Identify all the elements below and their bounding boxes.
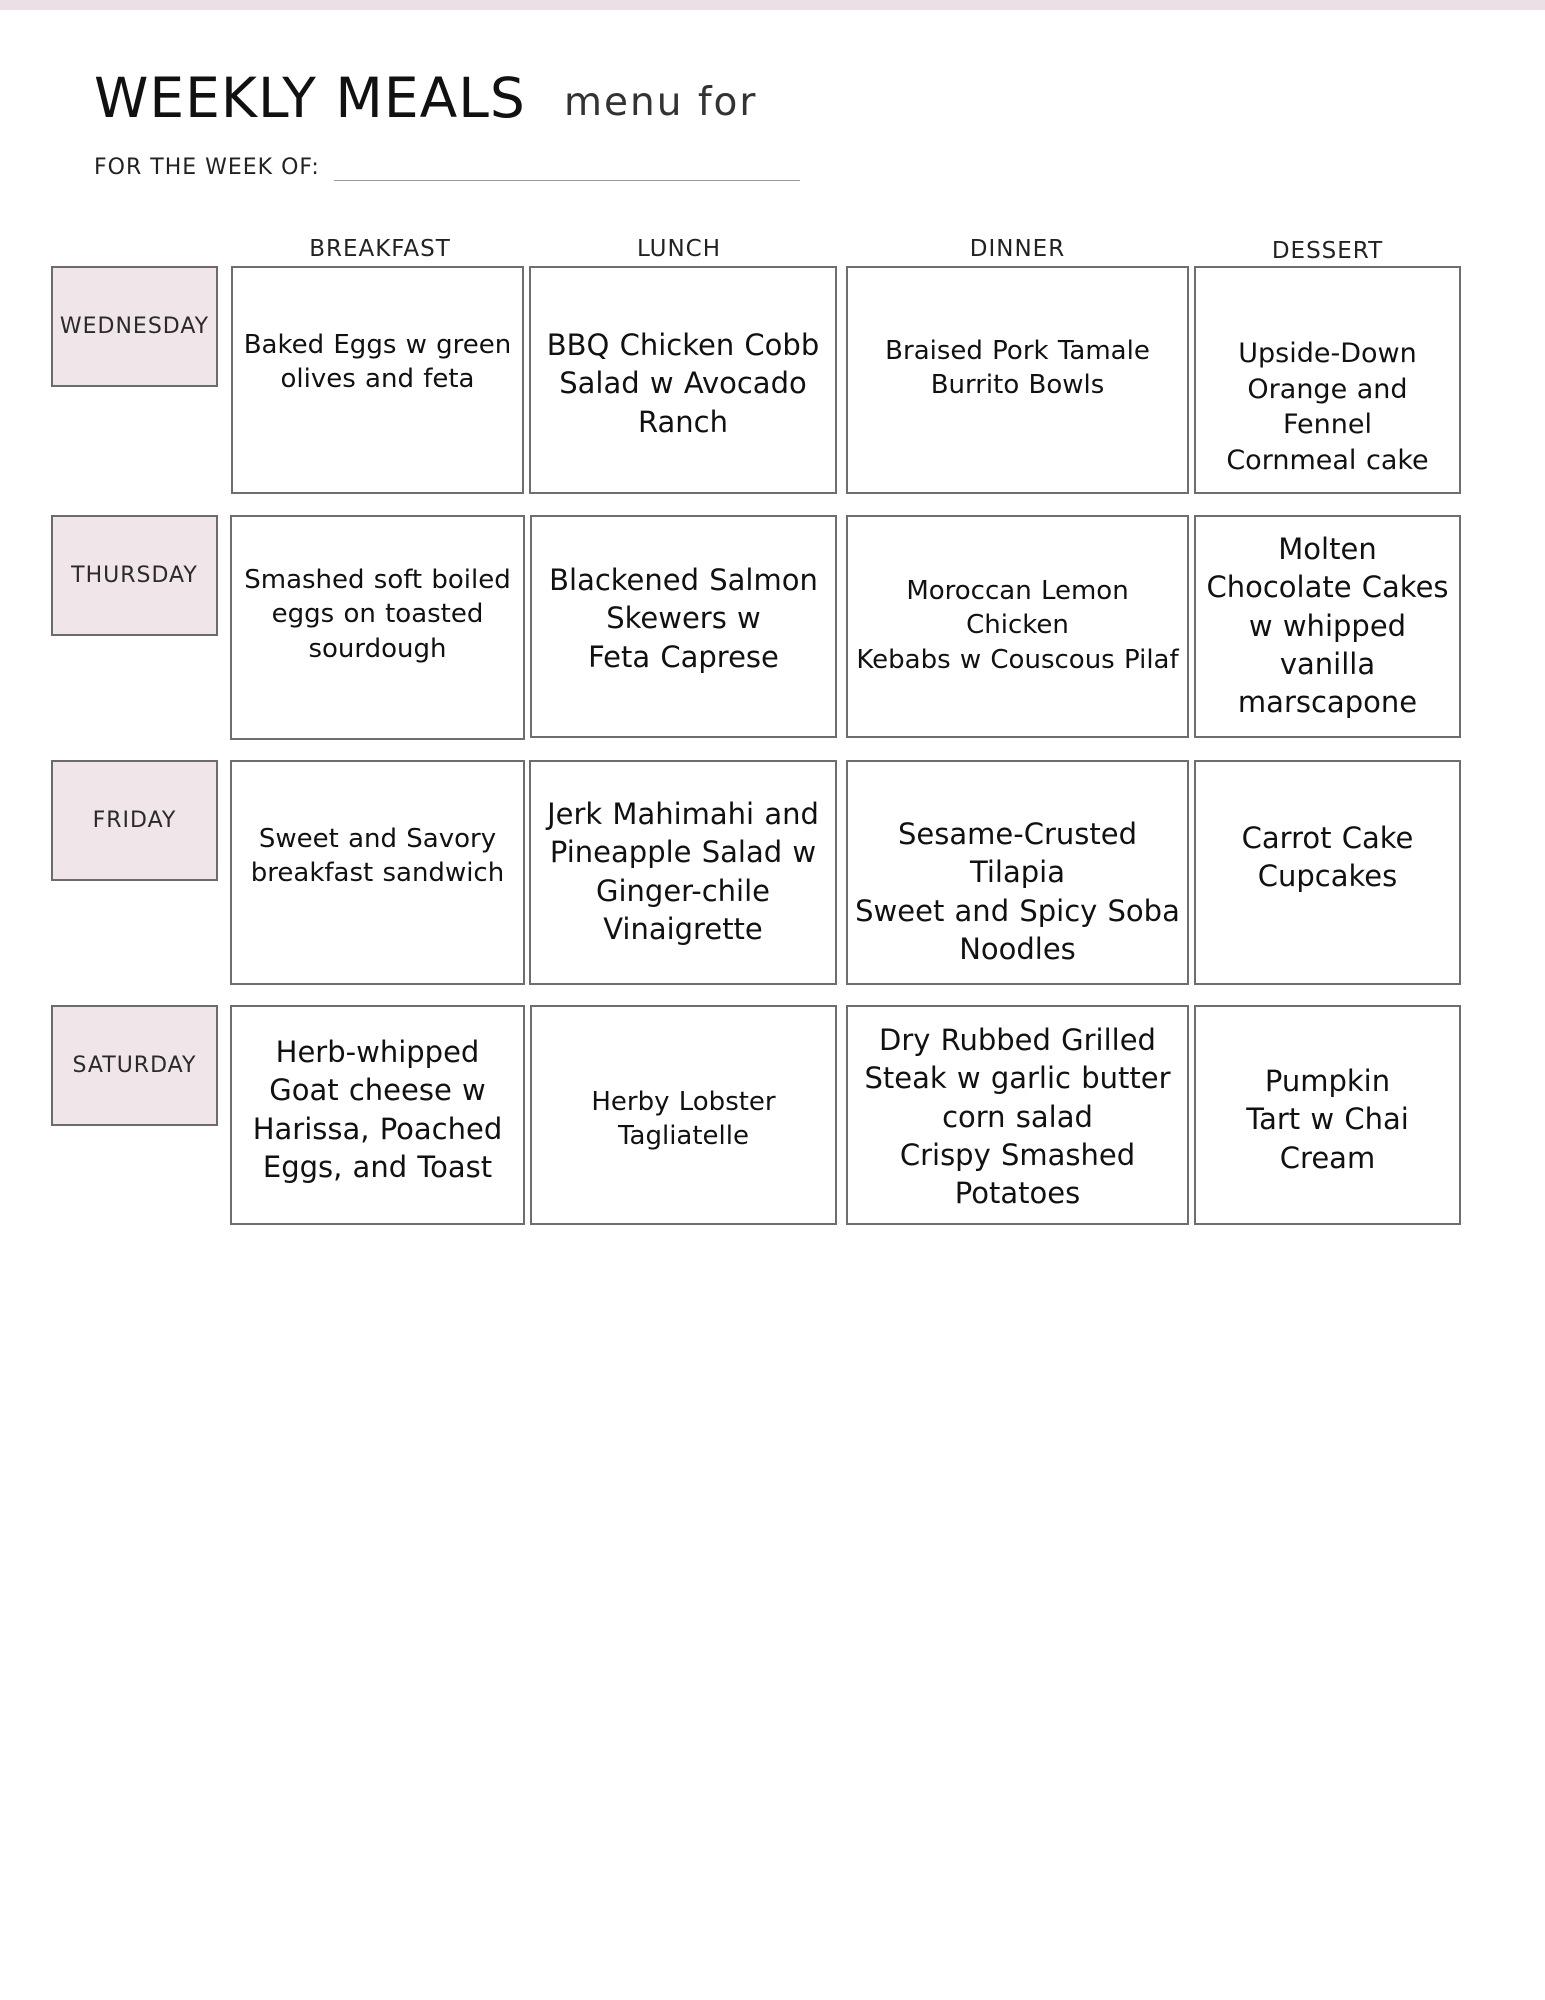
week-of-field[interactable] xyxy=(334,180,800,181)
column-header-dessert: DESSERT xyxy=(1271,238,1384,264)
week-of-label: FOR THE WEEK OF: xyxy=(94,155,320,180)
meal-cell-wednesday-breakfast[interactable]: Baked Eggs w green olives and feta xyxy=(231,266,524,494)
meal-cell-friday-lunch[interactable]: Jerk Mahimahi and Pineapple Salad w Ginger-chile Vinaigrette xyxy=(529,760,837,985)
meal-cell-thursday-lunch[interactable]: Blackened Salmon Skewers w Feta Caprese xyxy=(530,515,837,738)
meal-cell-saturday-dinner[interactable]: Dry Rubbed Grilled Steak w garlic butter corn salad Crispy Smashed Potatoes xyxy=(846,1005,1189,1225)
page-subtitle: menu for xyxy=(564,80,758,125)
column-header-breakfast: BREAKFAST xyxy=(309,236,451,262)
column-header-lunch: LUNCH xyxy=(636,236,722,262)
day-label-wednesday: WEDNESDAY xyxy=(51,266,218,387)
meal-cell-friday-dessert[interactable]: Carrot Cake Cupcakes xyxy=(1194,760,1461,985)
meal-cell-saturday-lunch[interactable]: Herby Lobster Tagliatelle xyxy=(530,1005,837,1225)
meal-cell-thursday-dessert[interactable]: Molten Chocolate Cakes w whipped vanilla marscapone xyxy=(1194,515,1461,738)
meal-cell-wednesday-dessert[interactable]: Upside-Down Orange and Fennel Cornmeal cake xyxy=(1194,266,1461,494)
day-label-friday: FRIDAY xyxy=(51,760,218,881)
meal-cell-thursday-breakfast[interactable]: Smashed soft boiled eggs on toasted sourdough xyxy=(230,515,525,740)
column-header-dinner: DINNER xyxy=(969,236,1066,262)
meal-cell-friday-dinner[interactable]: Sesame-Crusted Tilapia Sweet and Spicy Soba Noodles xyxy=(846,760,1189,985)
day-label-saturday: SATURDAY xyxy=(51,1005,218,1126)
meal-cell-wednesday-lunch[interactable]: BBQ Chicken Cobb Salad w Avocado Ranch xyxy=(529,266,837,494)
meal-cell-saturday-dessert[interactable]: Pumpkin Tart w Chai Cream xyxy=(1194,1005,1461,1225)
top-accent-band xyxy=(0,0,1545,10)
day-label-thursday: THURSDAY xyxy=(51,515,218,636)
page-title: WEEKLY MEALS xyxy=(94,66,526,130)
meal-cell-friday-breakfast[interactable]: Sweet and Savory breakfast sandwich xyxy=(230,760,525,985)
meal-cell-wednesday-dinner[interactable]: Braised Pork Tamale Burrito Bowls xyxy=(846,266,1189,494)
meal-cell-saturday-breakfast[interactable]: Herb-whipped Goat cheese w Harissa, Poached Eggs, and Toast xyxy=(230,1005,525,1225)
meal-cell-thursday-dinner[interactable]: Moroccan Lemon Chicken Kebabs w Couscous Pilaf xyxy=(846,515,1189,738)
